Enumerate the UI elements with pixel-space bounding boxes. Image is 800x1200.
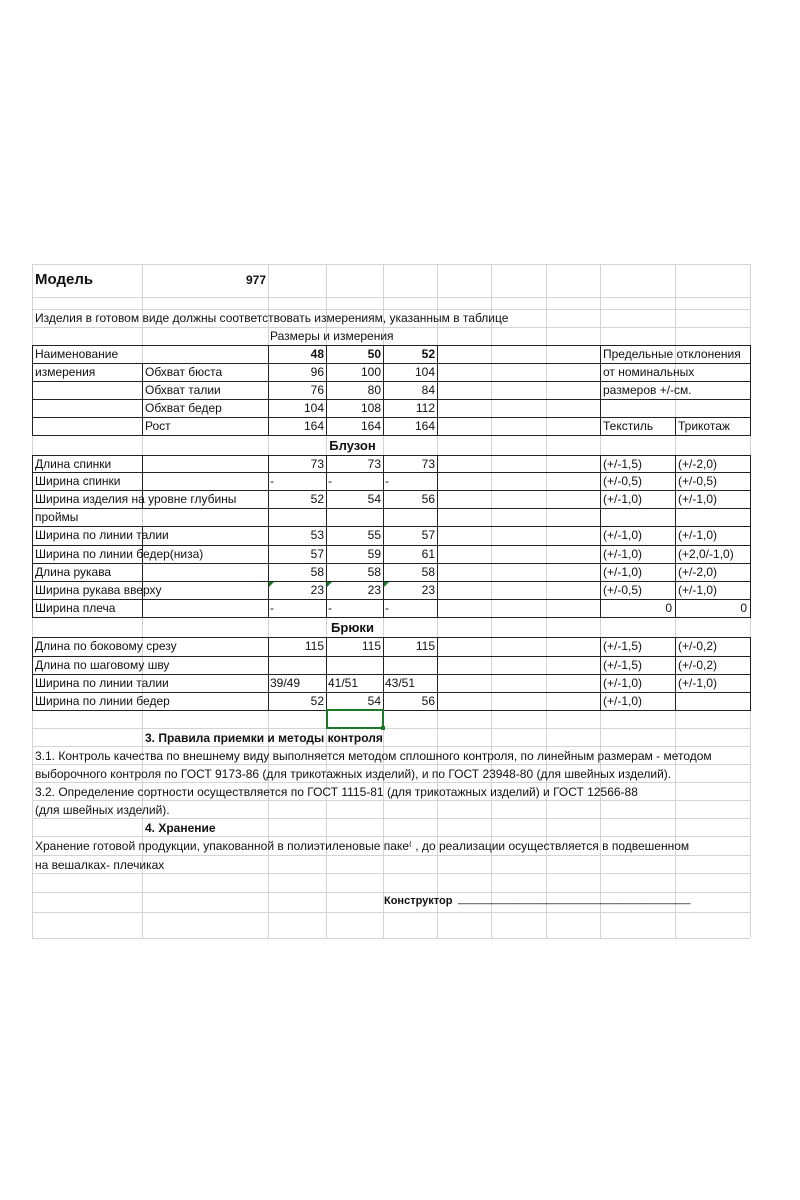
blouse-row-textile: (+/-0,5) xyxy=(603,474,643,488)
trousers-row-value: 41/51 xyxy=(328,676,359,690)
blouse-row-value: 23 xyxy=(310,583,324,597)
blouse-row-label: Ширина по линии талии xyxy=(35,528,169,542)
base-row-label: Рост xyxy=(145,419,171,433)
gridline-h xyxy=(32,836,750,837)
cell-error-marker xyxy=(327,582,332,587)
blouse-row-label: Длина рукава xyxy=(35,565,112,579)
table-border-v xyxy=(750,455,751,618)
name-header: Наименование xyxy=(35,347,119,361)
blouse-row-textile: (+/-1,0) xyxy=(603,528,643,542)
blouse-title: Блузон xyxy=(329,438,376,453)
base-row-value: 84 xyxy=(421,383,435,397)
blouse-row-textile: (+/-1,0) xyxy=(603,547,643,561)
blouse-row-label: Ширина спинки xyxy=(35,474,121,488)
blouse-row-knit: (+/-1,0) xyxy=(678,528,718,542)
blouse-row-value: 54 xyxy=(367,492,381,506)
gridline-h xyxy=(32,912,750,913)
section4-p1: Хранение готовой продукции, упакованной в полиэтиленовые паке⁽ , до реализации осуществляется в подвешенном xyxy=(35,839,690,853)
blouse-row-value: 56 xyxy=(421,492,435,506)
blouse-row-label: Ширина по линии бедер(низа) xyxy=(35,547,204,561)
blouse-row-value: 53 xyxy=(310,528,324,542)
model-number: 977 xyxy=(245,273,266,287)
trousers-row-textile: (+/-1,0) xyxy=(603,694,643,708)
blouse-row-value: 57 xyxy=(310,547,324,561)
trousers-row-label: Ширина по линии талии xyxy=(35,676,169,690)
trousers-row-textile: (+/-1,5) xyxy=(603,658,643,672)
base-row-value: 164 xyxy=(414,419,435,433)
trousers-row-label: Длина по шаговому шву xyxy=(35,658,170,672)
base-row-value: 164 xyxy=(303,419,324,433)
deviation-header: Предельные отклонения xyxy=(603,347,741,361)
trousers-row-value: 52 xyxy=(310,694,324,708)
trousers-row-value: 115 xyxy=(415,639,435,653)
blouse-row-textile: (+/-0,5) xyxy=(603,583,643,597)
table-border-v xyxy=(437,345,438,436)
trousers-row-label: Длина по боковому срезу xyxy=(35,639,177,653)
blouse-row-dash: - xyxy=(385,601,389,615)
blouse-row-label: Ширина рукава вверху xyxy=(35,583,162,597)
size-header: 50 xyxy=(367,347,381,361)
section3-title: 3. Правила приемки и методы контроля xyxy=(145,731,383,745)
base-row-label: Обхват бюста xyxy=(145,365,223,379)
base-row-value: 76 xyxy=(310,383,324,397)
table-border-h xyxy=(32,435,751,436)
trousers-row-value: 43/51 xyxy=(385,676,416,690)
knit-header: Трикотаж xyxy=(678,419,730,433)
signature-line: ______________________________________ xyxy=(458,893,691,905)
blouse-row-value: 23 xyxy=(367,583,381,597)
trousers-row-value: 115 xyxy=(361,639,381,653)
table-border-v xyxy=(32,455,33,618)
blouse-row-label: проймы xyxy=(35,510,79,524)
gridline-h xyxy=(32,264,750,265)
trousers-row-textile: (+/-1,0) xyxy=(603,676,643,690)
gridline-v xyxy=(491,264,492,938)
intro-text: Изделия в готовом виде должны соответствовать измерениям, указанным в таблице xyxy=(35,311,509,325)
table-border-v xyxy=(32,345,33,436)
blouse-row-value: 73 xyxy=(421,457,435,471)
blouse-row-knit: (+/-1,0) xyxy=(678,492,718,506)
table-border-v xyxy=(142,363,143,436)
blouse-row-label: Длина спинки xyxy=(35,457,112,471)
blouse-row-value: 73 xyxy=(367,457,381,471)
blouse-row-knit: (+/-1,0) xyxy=(678,583,718,597)
cell-error-marker xyxy=(269,582,274,587)
base-row-value: 104 xyxy=(414,365,435,379)
table-border-h xyxy=(32,710,751,711)
blouse-row-knit: 0 xyxy=(740,601,747,615)
blouse-row-textile: (+/-1,5) xyxy=(603,457,643,471)
trousers-row-value: 115 xyxy=(304,639,324,653)
table-border-v xyxy=(675,637,676,711)
blouse-row-label: Ширина изделия на уровне глубины xyxy=(35,492,237,506)
blouse-row-value: 23 xyxy=(421,583,435,597)
blouse-row-value: 58 xyxy=(421,565,435,579)
sizes-title: Размеры и измерения xyxy=(270,329,394,343)
base-row-value: 112 xyxy=(415,401,435,415)
blouse-row-knit: (+/-2,0) xyxy=(678,565,718,579)
textile-header: Текстиль xyxy=(603,419,654,433)
table-border-v xyxy=(675,455,676,618)
section3-p2a: 3.2. Определение сортности осуществляется по ГОСТ 1115-81 (для трикотажных изделий) и ГОСТ 12566-88 xyxy=(35,785,638,799)
blouse-row-knit: (+/-0,5) xyxy=(678,474,718,488)
blouse-row-textile: (+/-1,0) xyxy=(603,492,643,506)
table-border-v xyxy=(600,345,601,436)
gridline-h xyxy=(32,297,750,298)
trousers-row-knit: (+/-1,0) xyxy=(678,676,718,690)
blouse-row-value: 59 xyxy=(367,547,381,561)
table-border-v xyxy=(600,637,601,711)
section4-title: 4. Хранение xyxy=(145,821,216,835)
base-row-value: 108 xyxy=(360,401,381,415)
table-border-h xyxy=(32,617,751,618)
blouse-row-knit: (+/-2,0) xyxy=(678,457,718,471)
blouse-row-value: 58 xyxy=(367,565,381,579)
blouse-row-label: Ширина плеча xyxy=(35,601,116,615)
model-label: Модель xyxy=(35,271,94,288)
section3-p1b: выборочного контроля по ГОСТ 9173-86 (для трикотажных изделий), и по ГОСТ 23948-80 (для швейных изделий). xyxy=(35,767,672,781)
trousers-title: Брюки xyxy=(331,620,374,635)
gridline-h xyxy=(32,728,750,729)
blouse-row-dash: - xyxy=(385,474,389,488)
blouse-row-textile: 0 xyxy=(665,601,672,615)
base-row-label: Обхват талии xyxy=(145,383,221,397)
base-row-value: 164 xyxy=(360,419,381,433)
table-border-v xyxy=(750,637,751,711)
base-row-value: 100 xyxy=(360,365,381,379)
trousers-row-label: Ширина по линии бедер xyxy=(35,694,170,708)
table-border-v xyxy=(32,637,33,711)
section3-p1a: 3.1. Контроль качества по внешнему виду выполняется методом сплошного контроля, по линейным размерам - методом xyxy=(35,749,712,763)
trousers-row-textile: (+/-1,5) xyxy=(603,639,643,653)
deviation-header-2: от номинальных xyxy=(603,365,695,379)
blouse-row-dash: - xyxy=(270,601,274,615)
blouse-row-value: 61 xyxy=(421,547,435,561)
gridline-v xyxy=(546,264,547,938)
table-border-v xyxy=(600,455,601,618)
trousers-row-value: 56 xyxy=(421,694,435,708)
base-row-value: 96 xyxy=(310,365,324,379)
base-row-value: 80 xyxy=(367,383,381,397)
cell-error-marker xyxy=(384,582,389,587)
blouse-row-dash: - xyxy=(328,474,332,488)
deviation-header-3: размеров +/-см. xyxy=(603,383,692,397)
size-header: 52 xyxy=(421,347,435,361)
blouse-row-value: 73 xyxy=(310,457,324,471)
blouse-row-textile: (+/-1,0) xyxy=(603,565,643,579)
base-row-label: Обхват бедер xyxy=(145,401,222,415)
table-border-v xyxy=(675,417,676,436)
gridline-h xyxy=(32,855,750,856)
table-border-v xyxy=(750,345,751,436)
base-row-value: 104 xyxy=(303,401,324,415)
name-header-2: измерения xyxy=(35,365,96,379)
gridline-h xyxy=(32,746,750,747)
blouse-row-value: 52 xyxy=(310,492,324,506)
selected-cell[interactable] xyxy=(326,709,384,729)
section3-p2b: (для швейных изделий). xyxy=(35,803,170,817)
section4-p2: на вешалках- плечиках xyxy=(35,858,165,872)
table-border-v xyxy=(437,455,438,618)
constructor-label: Конструктор xyxy=(384,895,453,907)
table-border-h xyxy=(32,508,751,509)
trousers-row-value: 54 xyxy=(367,694,381,708)
table-border-v xyxy=(437,637,438,711)
trousers-row-value: 39/49 xyxy=(270,676,301,690)
blouse-row-knit: (+2,0/-1,0) xyxy=(678,547,734,561)
blouse-row-value: 57 xyxy=(421,528,435,542)
blouse-row-dash: - xyxy=(328,601,332,615)
blouse-row-value: 58 xyxy=(310,565,324,579)
trousers-row-knit: (+/-0,2) xyxy=(678,658,718,672)
trousers-row-knit: (+/-0,2) xyxy=(678,639,718,653)
blouse-row-value: 55 xyxy=(367,528,381,542)
gridline-h xyxy=(32,938,750,939)
size-header: 48 xyxy=(310,347,324,361)
blouse-row-dash: - xyxy=(270,474,274,488)
